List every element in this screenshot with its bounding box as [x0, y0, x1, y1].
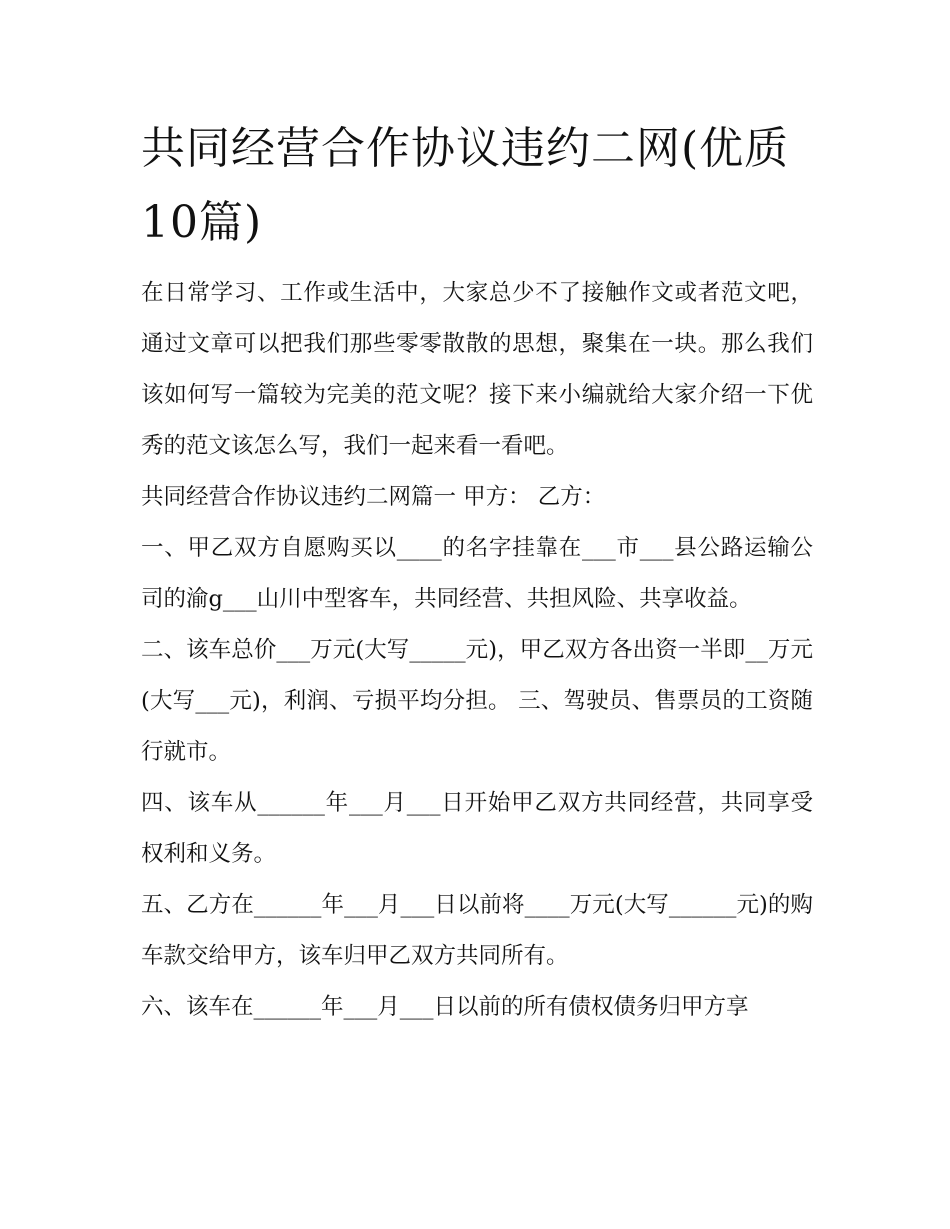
section-heading-paragraph: 共同经营合作协议违约二网篇一 甲方： 乙方：	[141, 484, 606, 510]
document-title: 共同经营合作协议违约二网(优质10篇)	[141, 123, 790, 248]
clause-2-paragraph: 二、该车总价___万元(大写_____元)，甲乙双方各出资一半即__万元(大写___元)，利润、亏损平均分担。 三、驾驶员、售票员的工资随行就市。	[141, 637, 813, 765]
clause-6-paragraph: 六、该车在______年___月___日以前的所有债权债务归甲方享	[141, 994, 749, 1020]
clause-4-paragraph: 四、该车从______年___月___日开始甲乙双方共同经营，共同享受权利和义务。	[141, 790, 813, 867]
intro-paragraph: 在日常学习、工作或生活中，大家总少不了接触作文或者范文吧，通过文章可以把我们那些零零散散的思想，聚集在一块。那么我们该如何写一篇较为完美的范文呢？接下来小编就给大家介绍一下优秀的范文该怎么写，我们一起来看一看吧。	[141, 280, 813, 459]
document-page	[141, 112, 813, 1033]
clause-1-paragraph: 一、甲乙双方自愿购买以____的名字挂靠在___市___县公路运输公司的渝g___山川中型客车，共同经营、共担风险、共享收益。	[141, 535, 813, 612]
clause-5-paragraph: 五、乙方在______年___月___日以前将____万元(大写______元)的购车款交给甲方，该车归甲乙双方共同所有。	[141, 892, 813, 969]
